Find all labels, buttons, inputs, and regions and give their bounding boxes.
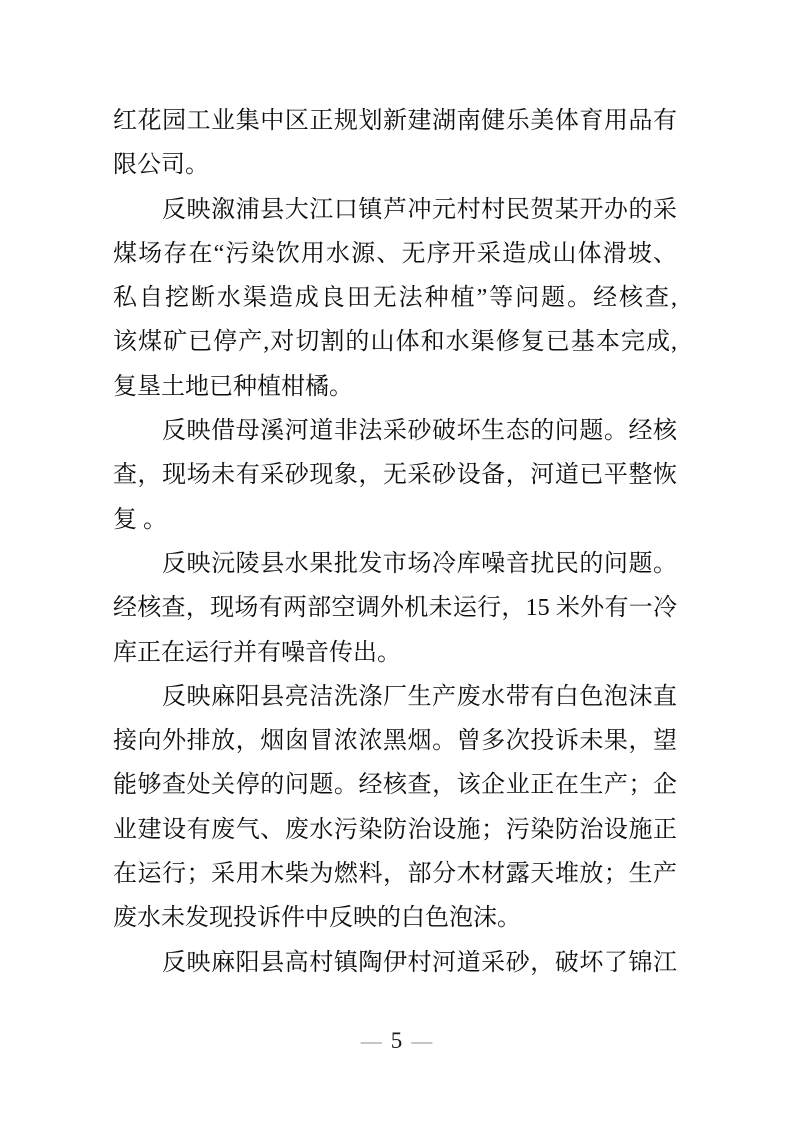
text-line: 业建设有废气、废水污染防治设施；污染防治设施正	[113, 816, 677, 843]
text-line: 复 。	[113, 506, 167, 533]
text-line: 煤场存在“污染饮用水源、无序开采造成山体滑坡、	[113, 240, 677, 267]
text-line: 废水未发现投诉件中反映的白色泡沫。	[113, 905, 521, 932]
text-line: 反映沅陵县水果批发市场冷库噪音扰民的问题。	[162, 550, 677, 577]
page-number-dash-right: —	[411, 1029, 433, 1053]
page-footer	[0, 1027, 793, 1055]
text-line: 能够查处关停的问题。经核查，该企业正在生产；企	[113, 772, 677, 799]
text-line: 红花园工业集中区正规划新建湖南健乐美体育用品有	[113, 108, 677, 134]
text-line: 反映溆浦县大江口镇芦冲元村村民贺某开办的采	[162, 196, 677, 223]
page-number: 5	[390, 1028, 403, 1053]
text-line: 查，现场未有采砂现象，无采砂设备，河道已平整恢	[113, 462, 677, 489]
text-line: 反映借母溪河道非法采砂破坏生态的问题。经核	[162, 418, 677, 445]
text-line: 接向外排放，烟囱冒浓浓黑烟。曾多次投诉未果，望	[113, 728, 677, 755]
text-line: 经核查，现场有两部空调外机未运行，15 米外有一冷	[113, 595, 677, 622]
text-line: 库正在运行并有噪音传出。	[113, 639, 401, 666]
text-line: 在运行；采用木柴为燃料，部分木材露天堆放；生产	[113, 861, 677, 888]
page-number-dash-left: —	[360, 1029, 382, 1053]
text-line: 限公司。	[113, 152, 209, 179]
text-line: 复垦土地已种植柑橘。	[113, 373, 353, 400]
text-line: 私自挖断水渠造成良田无法种植”等问题。经核查,	[113, 285, 677, 312]
text-line: 反映麻阳县亮洁洗涤厂生产废水带有白色泡沫直	[162, 683, 677, 710]
document-body	[113, 99, 677, 985]
text-line: 反映麻阳县高村镇陶伊村河道采砂，破坏了锦江	[162, 949, 677, 976]
text-line: 该煤矿已停产,对切割的山体和水渠修复已基本完成,	[113, 329, 677, 356]
